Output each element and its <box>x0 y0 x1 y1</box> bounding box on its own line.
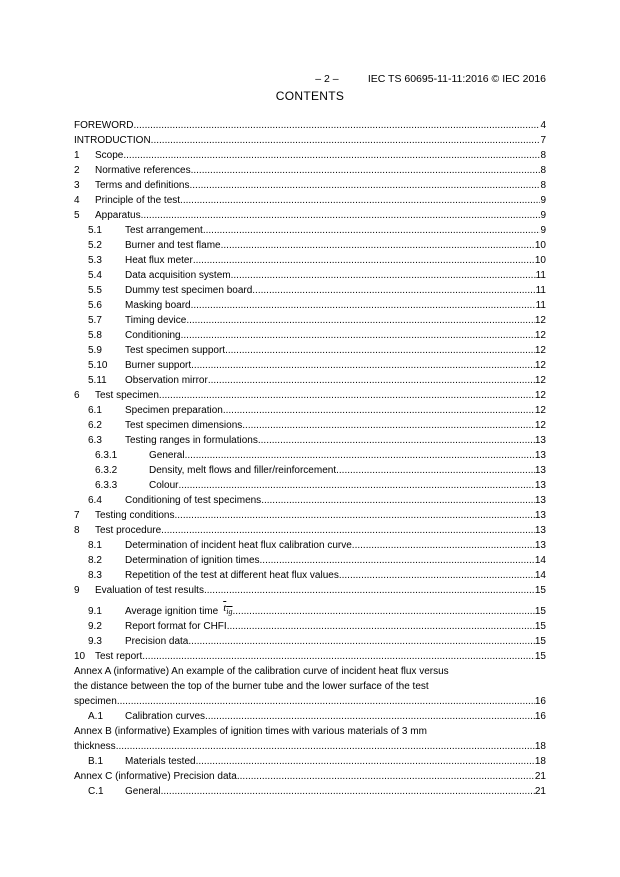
dot-leader <box>185 448 535 463</box>
toc-entry[interactable] <box>74 403 546 418</box>
toc-entry-label: FOREWORD <box>74 120 134 131</box>
toc-page-number: 9 <box>540 225 546 236</box>
toc-entry[interactable] <box>74 208 546 223</box>
toc-entry-number: 8 <box>74 525 80 536</box>
toc-page-number: 12 <box>534 405 546 416</box>
toc-entry-label: Density, melt flows and filler/reinforcement <box>149 465 337 476</box>
toc-entry[interactable] <box>74 343 546 358</box>
toc-entry-label: Timing device <box>125 315 187 326</box>
toc-entry-number: 6.3.2 <box>95 465 118 476</box>
dot-leader <box>190 178 541 193</box>
toc-page-number: 13 <box>534 435 546 446</box>
toc-entry-label: General <box>125 786 161 797</box>
toc-entry-label: Conditioning of test specimens <box>125 495 262 506</box>
annex-title-text: specimen <box>74 696 117 707</box>
page-number: – 2 – <box>315 73 339 85</box>
dot-leader <box>339 568 535 583</box>
toc-page-number: 12 <box>534 330 546 341</box>
toc-entry[interactable] <box>74 463 546 478</box>
toc-entry-label: Observation mirror <box>125 375 208 386</box>
dot-leader <box>133 118 540 133</box>
toc-entry[interactable] <box>74 298 546 313</box>
toc-entry-number: 5.4 <box>88 270 102 281</box>
toc-entry-label: Burner and test flame <box>125 240 221 251</box>
toc-page-number: 11 <box>535 270 546 281</box>
toc-page-number: 13 <box>534 480 546 491</box>
dot-leader <box>188 634 535 649</box>
toc-entry[interactable] <box>74 709 546 724</box>
toc-entry-number: 5.6 <box>88 300 102 311</box>
toc-entry-label: Terms and definitions <box>95 180 190 191</box>
dot-leader <box>159 388 535 403</box>
toc-entry-label: Conditioning <box>125 330 181 341</box>
toc-entry[interactable] <box>74 388 546 403</box>
toc-entry-number: 5.7 <box>88 315 102 326</box>
toc-entry-label: Average ignition time <box>125 606 219 617</box>
toc-entry[interactable] <box>74 493 546 508</box>
toc-entry[interactable] <box>74 433 546 448</box>
toc-entry-label: Heat flux meter <box>125 255 193 266</box>
dot-leader <box>260 553 535 568</box>
toc-entry[interactable] <box>74 358 546 373</box>
toc-entry-number: 3 <box>74 180 80 191</box>
toc-entry[interactable] <box>74 634 546 649</box>
dot-leader <box>191 358 535 373</box>
toc-page-number: 12 <box>534 315 546 326</box>
toc-entry-number: 9.2 <box>88 621 102 632</box>
toc-entry[interactable] <box>74 268 546 283</box>
toc-page-number: 15 <box>534 621 546 632</box>
toc-page-number: 7 <box>540 135 546 146</box>
dot-leader <box>175 508 535 523</box>
dot-leader <box>205 709 535 724</box>
toc-entry[interactable] <box>74 373 546 388</box>
toc-entry[interactable] <box>74 448 546 463</box>
toc-entry[interactable] <box>74 784 546 799</box>
toc-page-number: 13 <box>534 510 546 521</box>
dot-leader <box>252 283 535 298</box>
toc-entry[interactable] <box>74 478 546 493</box>
toc-entry-label: Materials tested <box>125 756 196 767</box>
toc-entry-number: 8.3 <box>88 570 102 581</box>
toc-entry-label: Evaluation of test results <box>95 585 204 596</box>
toc-page-number: 10 <box>534 240 546 251</box>
toc-entry-label: Test specimen support <box>125 345 226 356</box>
dot-leader <box>336 463 535 478</box>
dot-leader <box>141 208 541 223</box>
toc-entry-number: 6.3.3 <box>95 480 118 491</box>
dot-leader <box>242 418 535 433</box>
toc-page-number: 4 <box>540 120 546 131</box>
toc-entry-number: 10 <box>74 651 86 662</box>
toc-entry-label: Testing ranges in formulations <box>125 435 258 446</box>
toc-page-number: 12 <box>534 345 546 356</box>
annex-title-last-line <box>74 769 546 784</box>
toc-entry[interactable] <box>74 328 546 343</box>
toc-entry-label: Data acquisition system <box>125 270 231 281</box>
toc-page-number: 11 <box>535 300 546 311</box>
toc-entry-label: Principle of the test <box>95 195 181 206</box>
toc-page-number: 15 <box>534 606 546 617</box>
toc-page-number: 9 <box>540 210 546 221</box>
toc-entry-number: 1 <box>74 150 80 161</box>
toc-entry-label: Dummy test specimen board <box>125 285 253 296</box>
toc-page-number: 21 <box>534 786 546 797</box>
toc-page-number: 13 <box>534 495 546 506</box>
toc-entry-label: Repetition of the test at different heat flux values <box>125 570 339 581</box>
toc-entry[interactable] <box>74 313 546 328</box>
toc-page-number: 8 <box>540 150 546 161</box>
annex-title-last-line <box>74 694 546 709</box>
dot-leader <box>178 478 534 493</box>
toc-entry-label: Determination of ignition times <box>125 555 260 566</box>
dot-leader <box>161 523 535 538</box>
toc-entry[interactable] <box>74 118 546 133</box>
toc-page-number: 15 <box>534 636 546 647</box>
toc-entry[interactable] <box>74 523 546 538</box>
toc-entry-label: Test specimen <box>95 390 159 401</box>
toc-entry-label: Testing conditions <box>95 510 175 521</box>
dot-leader <box>204 583 535 598</box>
toc-entry-number: 5.1 <box>88 225 102 236</box>
toc-page-number: 14 <box>534 555 546 566</box>
dot-leader <box>196 754 535 769</box>
toc-entry-label: Masking board <box>125 300 191 311</box>
toc-entry-number: C.1 <box>88 786 104 797</box>
toc-entry-number: 9 <box>74 585 80 596</box>
toc-entry-label: Colour <box>149 480 179 491</box>
toc-entry[interactable] <box>74 553 546 568</box>
toc-entry[interactable] <box>74 754 546 769</box>
toc-entry-number: 6.2 <box>88 420 102 431</box>
toc-page-number: 13 <box>534 465 546 476</box>
toc-entry-label: Test arrangement <box>125 225 203 236</box>
toc-entry[interactable] <box>74 178 546 193</box>
toc-page-number: 13 <box>534 540 546 551</box>
dot-leader <box>193 253 535 268</box>
toc-page-number: 8 <box>540 165 546 176</box>
page-header <box>0 61 546 85</box>
dot-leader <box>261 493 535 508</box>
toc-page-number: 12 <box>534 390 546 401</box>
toc-page-number: 13 <box>534 450 546 461</box>
toc-entry-number: 5 <box>74 210 80 221</box>
toc-page-number: 12 <box>534 375 546 386</box>
toc-entry-number: 5.5 <box>88 285 102 296</box>
document-id: IEC TS 60695-11-11:2016 © IEC 2016 <box>367 73 546 85</box>
toc-entry-number: 4 <box>74 195 80 206</box>
toc-entry-number: A.1 <box>88 711 104 722</box>
toc-entry-number: 5.9 <box>88 345 102 356</box>
annex-title-text: Annex C (informative) Precision data <box>74 771 237 782</box>
toc-page-number: 10 <box>534 255 546 266</box>
toc-entry[interactable] <box>74 418 546 433</box>
toc-entry-label: Apparatus <box>95 210 141 221</box>
annex-title-line: Annex B (informative) Examples of ignition times with various materials of 3 mm <box>74 726 427 737</box>
dot-leader <box>180 193 540 208</box>
toc-entry-number: 7 <box>74 510 80 521</box>
toc-page-number: 11 <box>535 285 546 296</box>
toc-entry-label: Report format for CHFI <box>125 621 227 632</box>
toc-page-number: 14 <box>534 570 546 581</box>
toc-entry[interactable] <box>74 133 546 148</box>
dot-leader <box>231 268 536 283</box>
toc-page-number: 15 <box>534 585 546 596</box>
toc-page-number: 13 <box>534 525 546 536</box>
toc-entry-number: 5.8 <box>88 330 102 341</box>
table-of-contents <box>74 118 546 799</box>
toc-entry-number: 5.10 <box>88 360 108 371</box>
dot-leader <box>151 133 541 148</box>
toc-entry-number: 8.1 <box>88 540 102 551</box>
dot-leader <box>191 298 536 313</box>
toc-entry[interactable] <box>74 598 546 619</box>
dot-leader <box>258 433 535 448</box>
dot-leader <box>142 649 535 664</box>
toc-page-number: 9 <box>540 195 546 206</box>
toc-page-number: 12 <box>534 360 546 371</box>
toc-entry-number: 9.3 <box>88 636 102 647</box>
toc-entry[interactable] <box>74 649 546 664</box>
toc-page-number: 16 <box>534 711 546 722</box>
toc-entry-number: 2 <box>74 165 80 176</box>
toc-entry[interactable] <box>74 619 546 634</box>
toc-entry-label: Precision data <box>125 636 189 647</box>
toc-entry-label: Specimen preparation <box>125 405 223 416</box>
dot-leader <box>186 313 535 328</box>
toc-page-number: 18 <box>534 741 546 752</box>
toc-entry-number: 8.2 <box>88 555 102 566</box>
toc-entry[interactable] <box>74 583 546 598</box>
dot-leader <box>161 784 535 799</box>
dot-leader <box>181 328 535 343</box>
annex-entry[interactable] <box>74 664 546 709</box>
toc-entry-label: Test specimen dimensions <box>125 420 243 431</box>
toc-entry-number: 5.3 <box>88 255 102 266</box>
toc-page-number: 12 <box>534 420 546 431</box>
dot-leader <box>123 148 540 163</box>
toc-entry[interactable] <box>74 223 546 238</box>
dot-leader <box>208 373 535 388</box>
annex-entry[interactable] <box>74 724 546 754</box>
average-ignition-time-symbol: $t_{ig}$ <box>223 601 233 616</box>
toc-entry[interactable] <box>74 193 546 208</box>
toc-entry[interactable] <box>74 538 546 553</box>
toc-entry-number: 5.2 <box>88 240 102 251</box>
toc-entry-number: 9.1 <box>88 606 102 617</box>
dot-leader <box>191 163 541 178</box>
contents-title: CONTENTS <box>275 89 345 103</box>
annex-entry[interactable] <box>74 769 546 784</box>
dot-leader <box>221 238 535 253</box>
toc-entry-label: INTRODUCTION <box>74 135 151 146</box>
annex-title-line: Annex A (informative) An example of the calibration curve of incident heat flux versus <box>74 666 449 677</box>
toc-entry-label: Calibration curves <box>125 711 206 722</box>
dot-leader <box>116 739 535 754</box>
toc-entry[interactable] <box>74 568 546 583</box>
toc-entry-number: 6.4 <box>88 495 102 506</box>
toc-entry[interactable] <box>74 238 546 253</box>
dot-leader <box>225 343 535 358</box>
toc-entry-label: Burner support <box>125 360 192 371</box>
toc-entry-number: 6.3.1 <box>95 450 118 461</box>
dot-leader <box>352 538 535 553</box>
toc-entry-number: 6.1 <box>88 405 102 416</box>
toc-page-number: 18 <box>534 756 546 767</box>
toc-entry-label: Normative references <box>95 165 191 176</box>
toc-page-number: 15 <box>534 651 546 662</box>
toc-entry-number: 6.3 <box>88 435 102 446</box>
annex-title-line: the distance between the top of the burner tube and the lower surface of the test <box>74 681 429 692</box>
toc-entry[interactable] <box>74 508 546 523</box>
dot-leader <box>117 694 535 709</box>
toc-entry-label: Scope <box>95 150 124 161</box>
annex-title-text: thickness <box>74 741 116 752</box>
toc-entry-number: 5.11 <box>88 375 107 386</box>
toc-entry-number: B.1 <box>88 756 104 767</box>
dot-leader <box>233 604 535 619</box>
dot-leader <box>223 403 535 418</box>
dot-leader <box>237 769 535 784</box>
toc-entry-label: Test procedure <box>95 525 162 536</box>
toc-page-number: 21 <box>534 771 546 782</box>
toc-entry-label: General <box>149 450 185 461</box>
toc-page-number: 16 <box>534 696 546 707</box>
toc-entry-label: Test report <box>95 651 143 662</box>
toc-entry-number: 6 <box>74 390 80 401</box>
dot-leader <box>227 619 535 634</box>
toc-entry[interactable] <box>74 253 546 268</box>
toc-entry-label: Determination of incident heat flux calibration curve <box>125 540 352 551</box>
annex-title-last-line <box>74 739 546 754</box>
toc-entry[interactable] <box>74 283 546 298</box>
dot-leader <box>203 223 541 238</box>
toc-entry[interactable] <box>74 163 546 178</box>
toc-page-number: 8 <box>540 180 546 191</box>
toc-entry[interactable] <box>74 148 546 163</box>
